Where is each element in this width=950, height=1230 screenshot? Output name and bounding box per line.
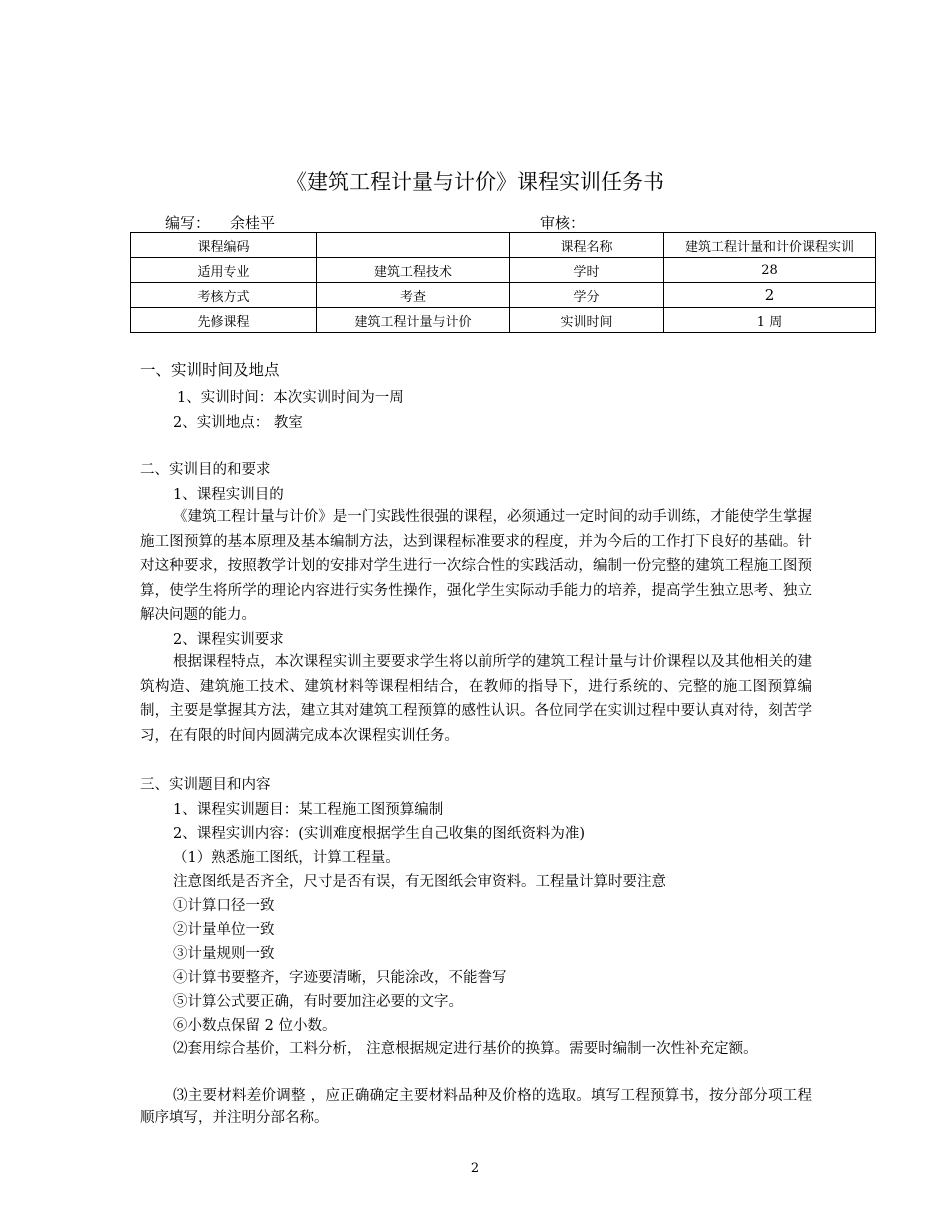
section2-para1: 《建筑工程计量与计价》是一门实践性很强的课程，必须通过一定时间的动手训练，才能使学生掌握施工图预算的基本原理及基本编制方法，达到课程标准要求的程度，并为今后的工作打下良好的基础。针对这种要求，按照教学计划的安排对学生进行一次综合性的实践活动，编制一份完整的建筑工程施工图预算，使学生将所学的理论内容进行实务性操作，强化学生实际动手能力的培养，提高学生独立思考、独立解决问题的能力。	[140, 509, 812, 623]
author-name: 余桂平	[230, 214, 276, 232]
section1-item1: 1、实训时间：本次实训时间为一周	[177, 390, 404, 406]
table-cell: 课程名称	[510, 233, 664, 258]
table-cell	[317, 233, 510, 258]
list-item: ④计算书要整齐，字迹要清晰，只能涂改，不能誊写	[173, 970, 507, 986]
table-cell: 1 周	[664, 308, 876, 333]
section2-para2: 根据课程特点，本次课程实训主要要求学生将以前所学的建筑工程计量与计价课程以及其他相关的建筑构造、建筑施工技术、建筑材料等课程相结合，在教师的指导下，进行系统的、完整的施工图预算编制，主要是掌握其方法，建立其对建筑工程预算的感性认识。各位同学在实训过程中要认真对待，刻苦学习，在有限的时间内圆满完成本次课程实训任务。	[140, 654, 812, 744]
table-cell: 先修课程	[131, 308, 317, 333]
table-cell: 学分	[510, 283, 664, 308]
section1-item2: 2、实训地点： 教室	[173, 415, 303, 431]
table-cell: 28	[664, 258, 876, 283]
section1-heading: 一、实训时间及地点	[140, 361, 280, 379]
table-row	[131, 233, 876, 258]
section3-line1: 1、课程实训题目：某工程施工图预算编制	[173, 802, 444, 818]
table-cell: 考查	[317, 283, 510, 308]
section2-sub1: 1、课程实训目的	[173, 487, 284, 503]
reviewer-label: 审核：	[540, 214, 586, 232]
table-row	[131, 258, 876, 283]
page-number: 2	[470, 1161, 480, 1176]
section3-line2: 2、课程实训内容：(实训难度根据学生自己收集的图纸资料为准)	[173, 826, 586, 842]
table-cell: 适用专业	[131, 258, 317, 283]
table-row	[131, 283, 876, 308]
section3-line3: （1）熟悉施工图纸，计算工程量。	[173, 850, 400, 866]
author-label: 编写：	[165, 214, 211, 232]
list-item: ③计量规则一致	[173, 946, 275, 962]
list-item: ②计量单位一致	[173, 922, 275, 938]
table-cell: 考核方式	[131, 283, 317, 308]
list-item: ①计算口径一致	[173, 898, 275, 914]
section3-para-b: ⑵套用综合基价，工料分析， 注意根据规定进行基价的换算。需要时编制一次性补充定额。	[173, 1041, 758, 1057]
section2-heading: 二、实训目的和要求	[140, 462, 271, 478]
document-title: 《建筑工程计量与计价》课程实训任务书	[286, 170, 664, 194]
section2-sub2: 2、课程实训要求	[173, 632, 284, 648]
table-cell: 实训时间	[510, 308, 664, 333]
table-cell: 学时	[510, 258, 664, 283]
section3-heading: 三、实训题目和内容	[140, 777, 271, 793]
list-item: ⑤计算公式要正确，有时要加注必要的文字。	[173, 994, 463, 1010]
table-cell: 2	[664, 283, 876, 308]
table-cell: 建筑工程计量和计价课程实训	[664, 233, 876, 258]
table-cell: 课程编码	[131, 233, 317, 258]
section3-line4: 注意图纸是否齐全，尺寸是否有误，有无图纸会审资料。工程量计算时要注意	[173, 874, 666, 890]
course-info-table	[130, 232, 876, 333]
section3-para-c: ⑶主要材料差价调整 ，应正确确定主要材料品种及价格的选取。填写工程预算书，按分部分项工程顺序填写，并注明分部名称。	[140, 1088, 812, 1126]
table-cell: 建筑工程计量与计价	[317, 308, 510, 333]
table-cell: 建筑工程技术	[317, 258, 510, 283]
list-item: ⑥小数点保留 2 位小数。	[173, 1018, 337, 1034]
table-row	[131, 308, 876, 333]
